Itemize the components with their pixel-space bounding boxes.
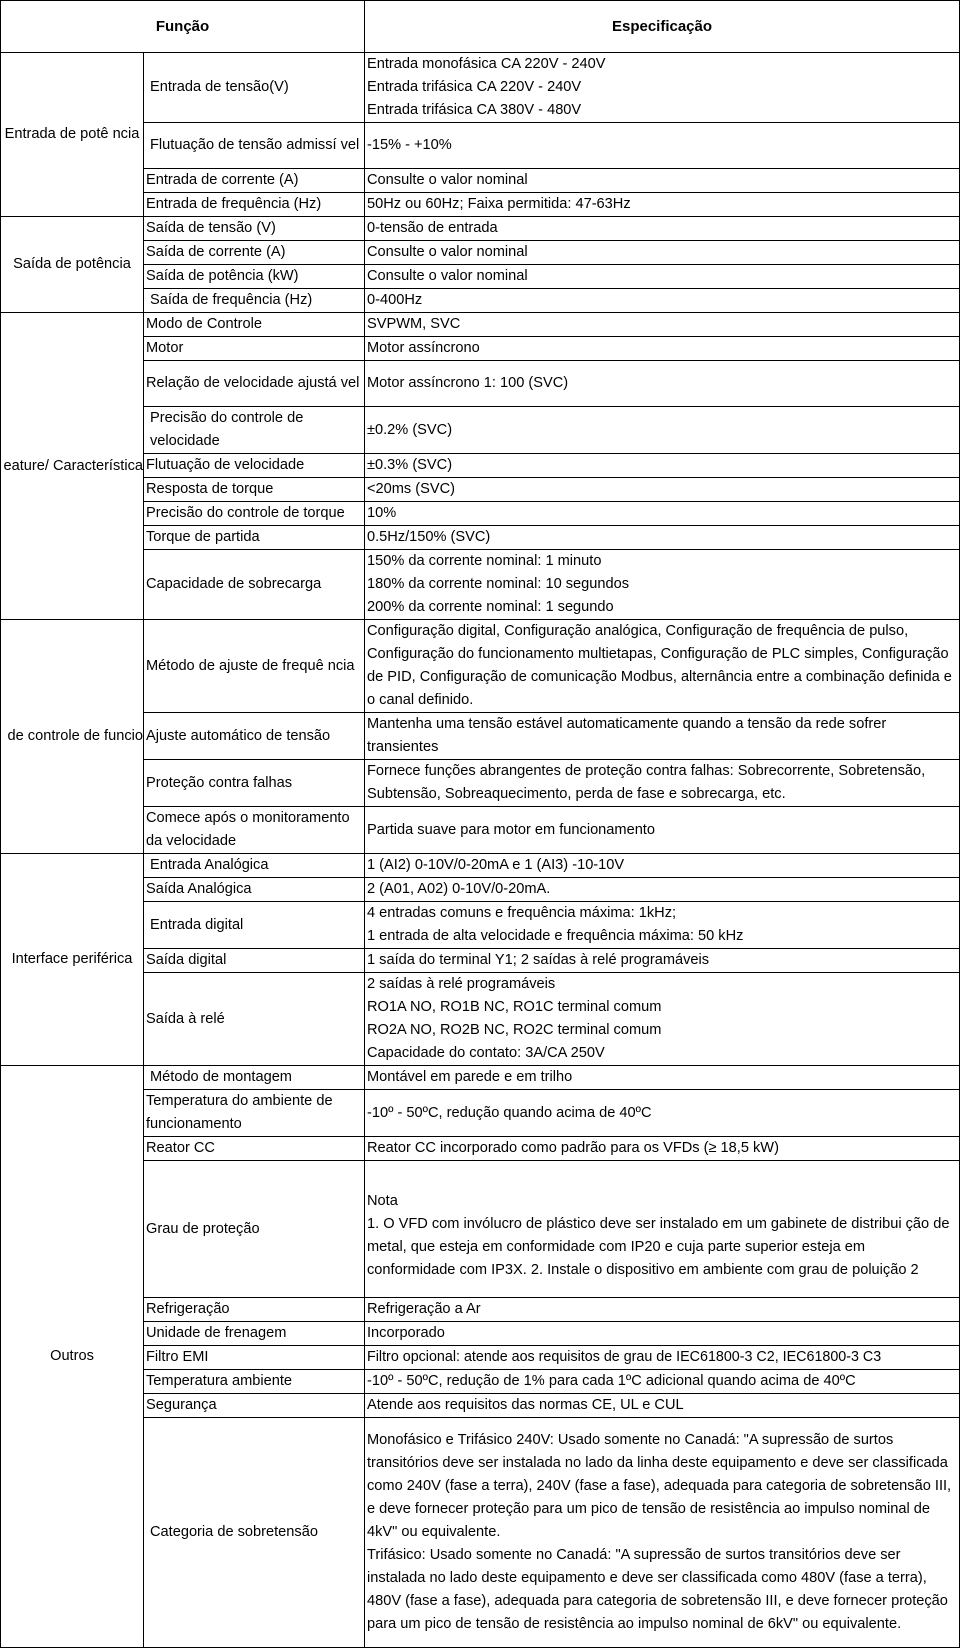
- spec-cell: SVPWM, SVC: [365, 313, 960, 337]
- group-feature: eature/ Característica: [1, 313, 144, 620]
- spec-cell: 0-400Hz: [365, 289, 960, 313]
- spec-cell: Filtro opcional: atende aos requisitos de grau de IEC61800-3 C2, IEC61800-3 C3: [365, 1346, 960, 1370]
- spec-line: RO1A NO, RO1B NC, RO1C terminal comum: [367, 999, 662, 1015]
- spec-cell: Reator CC incorporado como padrão para os VFDs (≥ 18,5 kW): [365, 1137, 960, 1161]
- function-cell: Motor: [144, 337, 365, 361]
- spec-cell: ±0.3% (SVC): [365, 454, 960, 478]
- spec-cell: Motor assíncrono 1: 100 (SVC): [365, 361, 960, 407]
- function-cell: Método de montagem: [144, 1066, 365, 1090]
- function-cell: Reator CC: [144, 1137, 365, 1161]
- function-cell: Resposta de torque: [144, 478, 365, 502]
- spec-cell: [365, 1161, 960, 1298]
- table-row: [1, 760, 960, 807]
- group-function-control: de controle de funcio: [1, 620, 144, 854]
- function-cell: Unidade de frenagem: [144, 1322, 365, 1346]
- function-cell: Categoria de sobretensão: [144, 1418, 365, 1648]
- spec-cell: Motor assíncrono: [365, 337, 960, 361]
- spec-cell: Montável em parede e em trilho: [365, 1066, 960, 1090]
- spec-cell: [365, 53, 960, 123]
- spec-line: 1 entrada de alta velocidade e frequência máxima: 50 kHz: [367, 928, 744, 944]
- spec-line: Entrada trifásica CA 220V - 240V: [367, 79, 582, 95]
- spec-cell: 10%: [365, 502, 960, 526]
- table-row: [1, 1161, 960, 1298]
- function-cell: Entrada de frequência (Hz): [144, 193, 365, 217]
- function-cell: Saída de corrente (A): [144, 241, 365, 265]
- spec-line: Capacidade do contato: 3A/CA 250V: [367, 1045, 605, 1061]
- table-row: [1, 550, 960, 620]
- function-cell: Saída Analógica: [144, 878, 365, 902]
- function-cell: Precisão do controle de velocidade: [144, 407, 365, 454]
- table-row: [1, 1066, 960, 1090]
- function-cell: Grau de proteção: [144, 1161, 365, 1298]
- spec-cell: 2 (A01, A02) 0-10V/0-20mA.: [365, 878, 960, 902]
- spec-cell: -10º - 50ºC, redução quando acima de 40ºC: [365, 1090, 960, 1137]
- function-cell: Relação de velocidade ajustá vel: [144, 361, 365, 407]
- header-row: [1, 1, 960, 53]
- function-cell: Refrigeração: [144, 1298, 365, 1322]
- function-cell: Torque de partida: [144, 526, 365, 550]
- spec-cell: Partida suave para motor em funcionamento: [365, 807, 960, 854]
- spec-cell: Consulte o valor nominal: [365, 265, 960, 289]
- spec-note-label: Nota: [367, 1193, 398, 1209]
- table-row: [1, 1298, 960, 1322]
- table-row: [1, 407, 960, 454]
- table-row: [1, 169, 960, 193]
- group-others: Outros: [1, 1066, 144, 1648]
- spec-cell: Configuração digital, Configuração analógica, Configuração de frequência de pulso, Configuração do funcionamento multietapas, Configuração de PLC simples, Configuração de PID, Configuração de comunicação Modbus, alternância entre a combinação definida e o canal definido.: [365, 620, 960, 713]
- spec-cell: Incorporado: [365, 1322, 960, 1346]
- spec-cell: <20ms (SVC): [365, 478, 960, 502]
- table-row: [1, 1090, 960, 1137]
- spec-line: 4 entradas comuns e frequência máxima: 1kHz;: [367, 905, 677, 921]
- spec-line: 150% da corrente nominal: 1 minuto: [367, 553, 602, 569]
- spec-cell: Consulte o valor nominal: [365, 241, 960, 265]
- table-row: [1, 217, 960, 241]
- table-row: [1, 289, 960, 313]
- spec-line: 200% da corrente nominal: 1 segundo: [367, 599, 614, 615]
- function-cell: Precisão do controle de torque: [144, 502, 365, 526]
- function-cell: Modo de Controle: [144, 313, 365, 337]
- table-row: [1, 1346, 960, 1370]
- table-row: [1, 1370, 960, 1394]
- spec-cell: 1 (AI2) 0-10V/0-20mA e 1 (AI3) -10-10V: [365, 854, 960, 878]
- spec-line: 180% da corrente nominal: 10 segundos: [367, 576, 630, 592]
- function-cell: Entrada de corrente (A): [144, 169, 365, 193]
- spec-cell: -15% - +10%: [365, 123, 960, 169]
- spec-cell: Mantenha uma tensão estável automaticamente quando a tensão da rede sofrer transientes: [365, 713, 960, 760]
- spec-line: 2 saídas à relé programáveis: [367, 976, 556, 992]
- spec-cell: 0.5Hz/150% (SVC): [365, 526, 960, 550]
- table-row: [1, 902, 960, 949]
- spec-cell: Atende aos requisitos das normas CE, UL e CUL: [365, 1394, 960, 1418]
- function-cell: Flutuação de tensão admissí vel: [144, 123, 365, 169]
- header-especificacao: Especificação: [365, 1, 960, 53]
- function-cell: Entrada Analógica: [144, 854, 365, 878]
- function-cell: Saída de tensão (V): [144, 217, 365, 241]
- table-row: [1, 526, 960, 550]
- function-cell: Saída de frequência (Hz): [144, 289, 365, 313]
- function-cell: Temperatura do ambiente de funcionamento: [144, 1090, 365, 1137]
- spec-cell: Fornece funções abrangentes de proteção contra falhas: Sobrecorrente, Sobretensão, Subtensão, Sobreaquecimento, perda de fase e sobrecarga, etc.: [365, 760, 960, 807]
- spec-line: Monofásico e Trifásico 240V: Usado somente no Canadá: "A supressão de surtos transitórios deve ser instalada no lado da linha deste equipamento e deve ser classificada como 240V (fase a terra), 240V (fase a fase), adequada para categoria de sobretensão III, e deve fornecer proteção para um pico de tensão de resistência ao impulso nominal de 4kV" ou equivalente.: [367, 1432, 952, 1540]
- spec-line: Entrada monofásica CA 220V - 240V: [367, 56, 606, 72]
- function-cell: Capacidade de sobrecarga: [144, 550, 365, 620]
- table-row: [1, 265, 960, 289]
- table-row: [1, 949, 960, 973]
- table-row: [1, 53, 960, 123]
- spec-cell: [365, 902, 960, 949]
- spec-cell: ±0.2% (SVC): [365, 407, 960, 454]
- function-cell: Ajuste automático de tensão: [144, 713, 365, 760]
- spec-cell: 1 saída do terminal Y1; 2 saídas à relé programáveis: [365, 949, 960, 973]
- table-row: [1, 478, 960, 502]
- table-row: [1, 854, 960, 878]
- spec-line: 1. O VFD com invólucro de plástico deve ser instalado em um gabinete de distribui ção de metal, que esteja em conformidade com IP20 e cuja parte superior esteja em conformidade com IP3X. 2. Instale o dispositivo em ambiente com grau de poluição 2: [367, 1216, 950, 1278]
- function-cell: Entrada digital: [144, 902, 365, 949]
- table-row: [1, 620, 960, 713]
- table-row: [1, 878, 960, 902]
- spec-cell: -10º - 50ºC, redução de 1% para cada 1ºC adicional quando acima de 40ºC: [365, 1370, 960, 1394]
- table-row: [1, 361, 960, 407]
- function-cell: Saída à relé: [144, 973, 365, 1066]
- spec-line: RO2A NO, RO2B NC, RO2C terminal comum: [367, 1022, 662, 1038]
- table-row: [1, 123, 960, 169]
- function-cell: Saída de potência (kW): [144, 265, 365, 289]
- spec-cell: 0-tensão de entrada: [365, 217, 960, 241]
- table-row: [1, 807, 960, 854]
- function-cell: Temperatura ambiente: [144, 1370, 365, 1394]
- table-row: [1, 1137, 960, 1161]
- table-row: [1, 1394, 960, 1418]
- spec-cell: [365, 973, 960, 1066]
- function-cell: Entrada de tensão(V): [144, 53, 365, 123]
- table-row: [1, 1418, 960, 1648]
- function-cell: Segurança: [144, 1394, 365, 1418]
- table-row: [1, 502, 960, 526]
- spec-cell: Consulte o valor nominal: [365, 169, 960, 193]
- function-cell: Comece após o monitoramento da velocidade: [144, 807, 365, 854]
- table-row: [1, 193, 960, 217]
- table-row: [1, 454, 960, 478]
- header-funcao: Função: [1, 1, 365, 53]
- table-row: [1, 1322, 960, 1346]
- group-peripheral: Interface periférica: [1, 854, 144, 1066]
- table-row: [1, 313, 960, 337]
- group-power-output: Saída de potência: [1, 217, 144, 313]
- spec-cell: 50Hz ou 60Hz; Faixa permitida: 47-63Hz: [365, 193, 960, 217]
- table-row: [1, 973, 960, 1066]
- table-row: [1, 337, 960, 361]
- function-cell: Flutuação de velocidade: [144, 454, 365, 478]
- function-cell: Método de ajuste de frequê ncia: [144, 620, 365, 713]
- function-cell: Proteção contra falhas: [144, 760, 365, 807]
- spec-cell: [365, 1418, 960, 1648]
- table-row: [1, 713, 960, 760]
- spec-line: Trifásico: Usado somente no Canadá: "A supressão de surtos transitórios deve ser instalada no lado deste equipamento e deve ser classificada como 480V (fase a terra), 480V (fase a fase), adequada para categoria de sobretensão III, e deve fornecer proteção para um pico de tensão de resistência ao impulso nominal de 6kV" ou equivalente.: [367, 1547, 948, 1632]
- group-power-input: Entrada de potê ncia: [1, 53, 144, 217]
- function-cell: Saída digital: [144, 949, 365, 973]
- function-cell: Filtro EMI: [144, 1346, 365, 1370]
- spec-cell: Refrigeração a Ar: [365, 1298, 960, 1322]
- table-row: [1, 241, 960, 265]
- spec-cell: [365, 550, 960, 620]
- spec-line: Entrada trifásica CA 380V - 480V: [367, 102, 582, 118]
